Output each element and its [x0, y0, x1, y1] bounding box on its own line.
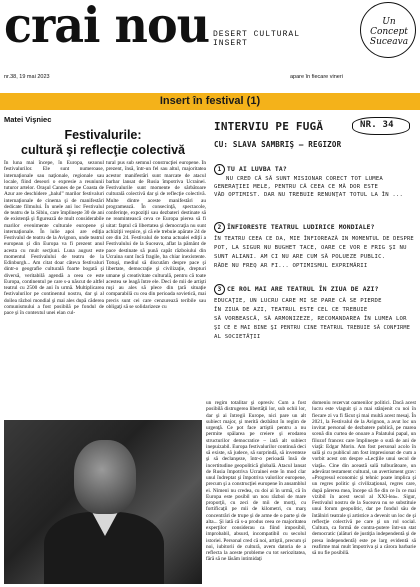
title-line-2: cultură şi reflecţie colectivă [21, 143, 185, 157]
masthead [0, 0, 420, 86]
stamp-text: Un Concept Suceava [369, 17, 409, 47]
handwritten-interview-notes [212, 116, 418, 396]
notes-subheading: CU: SLAVA SAMBRIŞ – REGIZOR [214, 140, 342, 149]
notes-answer-3-line-4: ŞI CE E MAI BINE ŞI PENTRU CINE TEATRUL TREBUIE SĂ CONFIRME [214, 325, 411, 331]
notes-answer-2-line-3: SUNT ALIANI. AM CI NU ARE CUM SĂ POLUEZE PUBLIC. [214, 254, 386, 260]
notes-answer-3-line-2: ÎN ZIUA DE AZI, TEATRUL ESTE CEL CE TREBUIE [214, 307, 368, 313]
tagline-line-1: DESERT CULTURAL [213, 30, 301, 39]
circle-stamp-icon [360, 2, 416, 58]
question-3-text: CE ROL MAI ARE TEATRUL ÎN ZIUA DE AZI? [227, 286, 379, 293]
notes-answer-2-line-1: ÎN TEATRU CEEA CE DA, MIE ÎNFIOREAZĂ IN MOMENTUL DE DESPRE [214, 236, 414, 242]
notes-answer-3-line-1: EDUCAŢIE, UN LUCRU CARE MI SE PARE CĂ SE PIERDE [214, 298, 382, 304]
article-column-3: un regim totalitar şi opresiv. Cum a fost posibilă distrugerea libertăţii lor, sub ochii lor, dar şi ai întregii Europe, nici pare un alt subiect major, şi merită dezbătut în regim de urgenţă. Ce pot face artiştii pentru a nu permite spălarea pe creiere şi erodarea structurilor democratice – iată alt subiect inepuizabil. Europa festivalurilor continuă deci să existe, să judece, să surprindă, să inventeze şi să declanşeze, într-o perioadă însă de incertitudine geopolitică globală. Atacul lansat de Rusia împotriva Ucrainei este în mod clar unul îndreptat şi împotriva valorilor europene, precum şi a construcţiei europene în ansamblul ei. Nimeni nu credea, cu doi ai în urmă, că în Europa este posibil un nou război de mare proporţii, cu zeci de mii de morţi, cu fortificaţii pe mii de kilometri, cu marş concentrări de trupe şi de arme de o parte şi de alta... Şi iată că s-a produs ceea ce majoritatea experţilor considerau ca fiind imposibil, improbabil, absurd, incompatibil cu secolul istoriei. Personal cred că noi, artiştii, precum şi noi, iubitorii de cultură, avem datoria de a reflecta la aceste probleme cu tot seriozitatea, fără să ne lăsăm intimidaţi [206, 400, 306, 563]
notes-question-3 [214, 284, 379, 295]
newspaper-logo: crai nou [4, 0, 210, 54]
question-number-icon: 3 [214, 284, 225, 295]
notes-heading: INTERVIU PE FUGĂ [214, 120, 324, 133]
portrait-photo [4, 420, 202, 584]
notes-answer-1-line-3: VĂD OPTIMIST. DAR NU TREBUIE RENUNŢAT TOTUL LA ÎN ... [214, 192, 404, 198]
publication-frequency: apare în fiecare vineri [290, 74, 343, 80]
notes-question-2 [214, 222, 375, 233]
notes-answer-3-line-5: AL SOCIETĂŢII [214, 334, 261, 340]
question-1-text: TU AI LUVBA TA? [227, 166, 287, 173]
notes-answer-2-line-2: POT, LA SIGUR NU BUGHET TACE, OARE CE VOR E FRIG ŞI NU [214, 245, 407, 251]
notes-answer-1-line-1: NU CRED CĂ SĂ SUNT MISIONAR CORECT TOT LUMEA [226, 176, 383, 182]
question-number-icon: 1 [214, 164, 225, 175]
article-author: Matei Vişniec [4, 115, 52, 124]
tagline-line-2: INSERT [213, 39, 248, 48]
notes-answer-1-line-2: GENERAŢIEI MELE, PENTRU CĂ CEEA CE MĂ DOR ESTE [214, 184, 379, 190]
question-2-text: ÎNFIORESTE TEATRUL LUDIRICE MONDIALE? [227, 224, 375, 231]
notes-answer-2-line-4: RĂDE NU FREQ AR FI... OPTIMISMUL EXPRIMĂRII [214, 263, 368, 269]
photo-head-shape [74, 440, 136, 514]
notes-question-1 [214, 164, 287, 175]
article-column-2: tural pus sub semnul construcţiei europene. În prezent, însă, într-un fel sau altul, majoritatea acestor manifestări sunt marcate de atacul barbar lansat de Rusia împotriva Ucrainei. Festivalurile sunt momente de sărbătoare culturală colectivă dar şi de reflecţie colectivă. Multe dintre aceste manifestări au programează. În consecinţă, spectacole, conferinţe, expoziţii sau dezbateri destinate să ne reamintească ceva ce Europa pierea să fi uitat: faptul că libertatea şi democraţia nu sunt achiziţii veşnice, şi că ele trebuie apărate 24 de ore din 24. Festivalul de toma actualei ediţii a Festivalului de la Suceava, aflat la pământ de pace destinate să pună capăt războiului din Ucraina sunt încă fragile, ba chiar inexistente. Totuşi, mediul să discutăm despre pace şi libertate, democraţie şi civilizaţie, drepturi umane şi creativitate culturală, pentru că toate acestea se leagă între ele. Deci de mii de artişti ruşi au ales să plece din ţară situaţie comparabilă cu cea din perioada sovietică, mai precis sunt cei care cenzurează teribile sau obligaţi să se solidarizeze cu [106, 160, 206, 310]
issue-number: nr.38, 19 mai 2023 [4, 74, 50, 80]
logo-tagline [213, 30, 300, 48]
title-line-1: Festivalurile: [64, 128, 142, 142]
section-banner: Insert în festival (1) [0, 93, 420, 110]
notes-answer-3-line-3: SĂ VORBEASCĂ, SĂ ARMONIZEZE, RECOMANDAREA ÎN LUMEA LOR [214, 316, 407, 322]
article-title [14, 128, 192, 158]
article-column-4: domeniu rezervat oamenilor politici. Dacă acest lucru este vlaguit şi a mai stânjenit cu noi în fiecare zi va fi făcut şi mai multă acest mesaj. În 2021, la Festivalul de la Avignon, a avut loc un invitat personal de dezbatere publică, pe marea scenă din curtea de onoare a Palatului papal, un filozof francez care împlineşte o sută de ani de viaţă: Edgar Morin. Am fost personal acolo în sală şi cu publicul am fost impresionat de cum a vorbit acest om despre «Lecţiile unui secol de viaţă». Cine din această sală tulburătoare, un adevărat testament cultural, un avertisment grav: «Progresul economic şi tehnic poate implica şi un regres politic şi civilizaţional, regres care, după părerea mea, începe să fie din ce în ce mai vizibil în acest secol al XXI-lea». Sigur, Festivalul nostru de la Suceava nu se substituie unui forum geopolitic, dar pe fondul său de întâlniri teatrale şi artistice a devenit un loc de şi reflecţie colectivă pe care şi un rol social. Cultura, ca formă de contra-putere într-un stat democratic (alături de justiţia independentă şi de presa independentă) este pe larg evidentă să reafirme mai mult împotriva şi a cărora barbarie să nu fie posibilă. [312, 400, 416, 556]
article-column-1: În luna mai începe, în Europa, sezonul festivalurilor. Ele sunt numeroase, internaţionale sau naţionale, regionale sau locale, fiind deseori o expresie a reuniunii tuturor artelor. Oraşul Cannes de pe Coasta de Azur are deschidere „balul” marilor festivaluri internaţionale de cinema şi de manifestări dedicate filmului. În unele ani loc Festivalul de teatru de la Sibiu, care împlineşte 30 de ani de existenţă şi figurează de mult considerabile marilor evenimente culturale europene şi internaţionale. În iulie apoi are ediţia Festivalul de teatru de la Avignon, unde teatrul european şi din Europa va fi prezent anul acesta cu mult secţiuni. Luna august este momentul Festivalului de teatru de la Edinburgh... Am citat doar câteva festivaluri dintr-o geografie culturală foarte bogată şi diversă, veritabilă agendă a ceea ce este Europa, continentul pe care s-a născut de altfel teatrul cu 2500 de ani în urmă. Multiplicarea festivalurilor pe continentul nostru, dar şi al doilea război mondial şi mai ales după căderea comunismului a fost posibilă pe fondul de pace şi în contextul unei elan cul- [4, 160, 104, 316]
notes-number: NR. 34 [360, 120, 394, 130]
question-number-icon: 2 [214, 222, 225, 233]
